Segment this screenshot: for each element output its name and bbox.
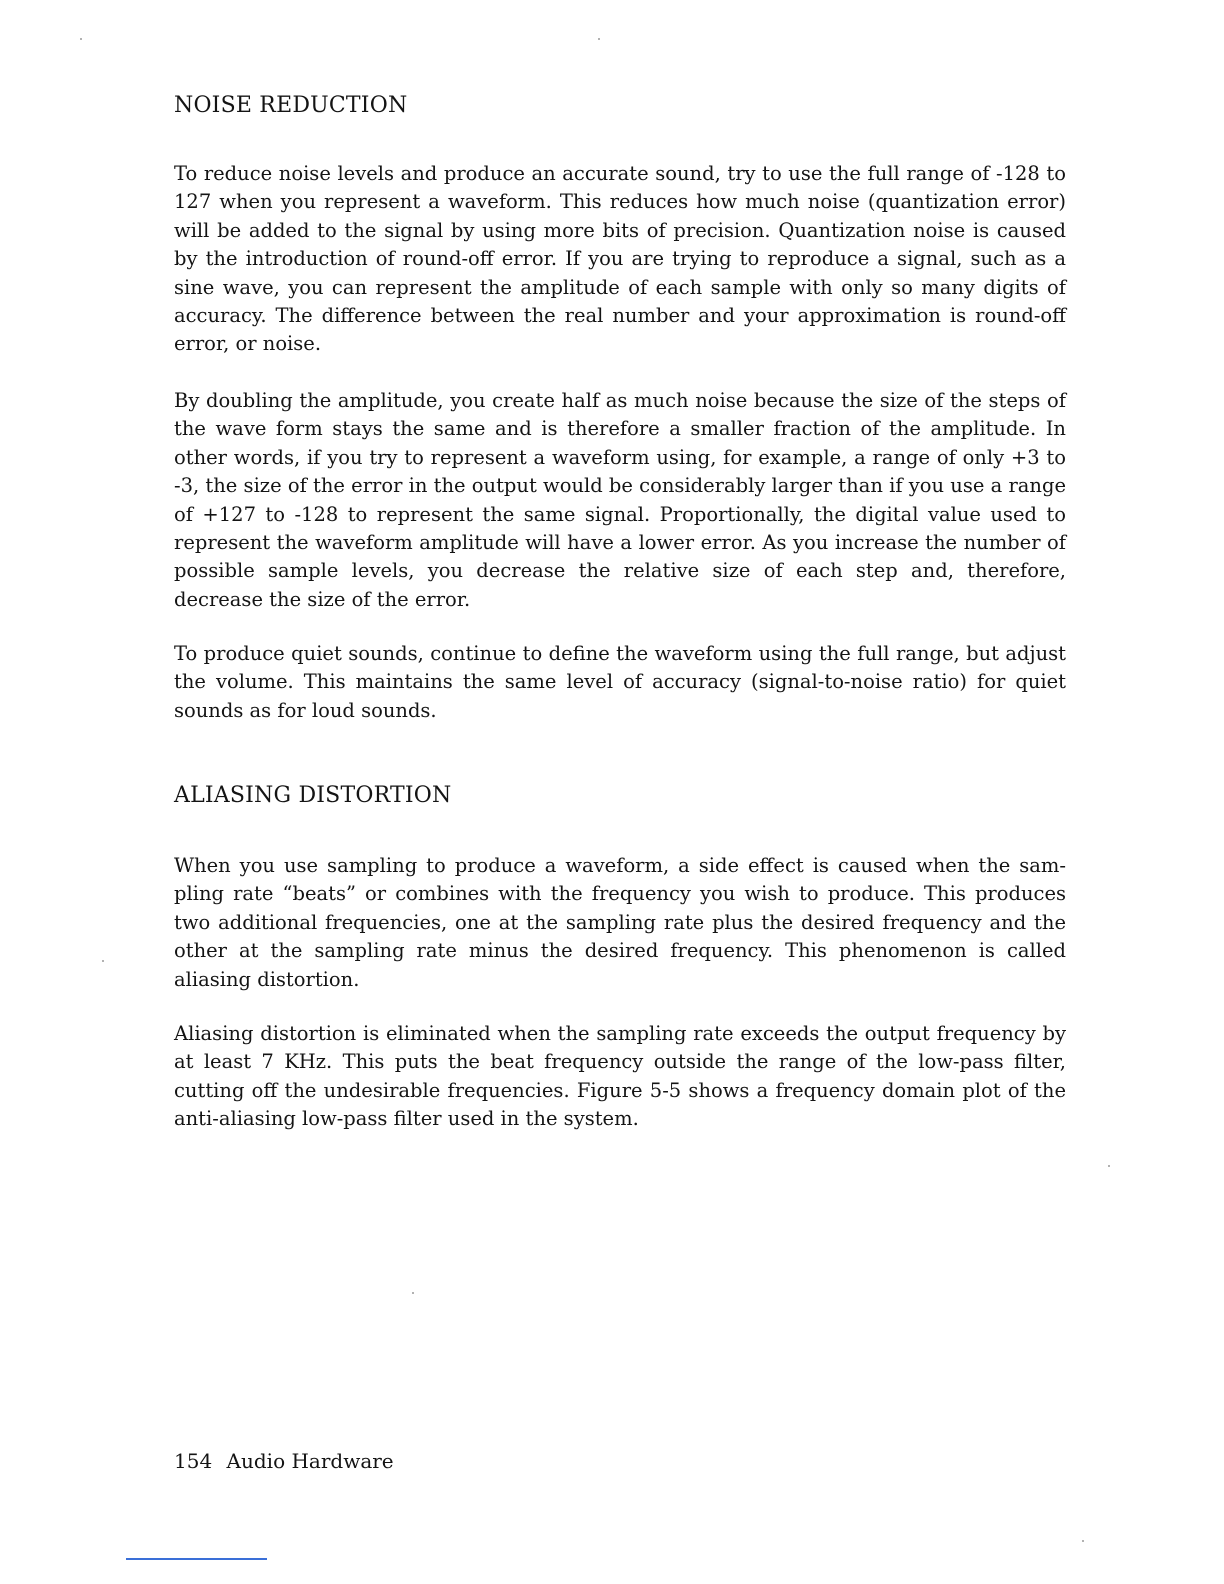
page-footer (174, 1448, 394, 1474)
scan-speck (102, 960, 104, 962)
scan-edge-rule (126, 1558, 267, 1560)
paragraph-quiet-sounds: To produce quiet sounds, continue to define the waveform using the full range, but adjust the volume. This maintains the same level of accuracy (signal-to-noise ratio) for quiet sounds as for loud sounds. (174, 642, 1066, 722)
section-heading-noise-reduction: NOISE REDUCTION (174, 93, 408, 118)
scan-speck (598, 38, 600, 40)
scan-speck (1108, 1165, 1110, 1167)
page-number: 154 (174, 1449, 213, 1473)
scan-speck (1082, 1540, 1084, 1542)
section-heading-aliasing-distortion: ALIASING DISTORTION (174, 783, 452, 808)
chapter-title: Audio Hardware (226, 1449, 394, 1473)
paragraph-anti-aliasing: Aliasing distortion is eliminated when the sampling rate exceeds the output frequency by at least 7 KHz. This puts the beat frequency outside the range of the low-pass filter, cutting off the undesirable frequencies. Figure 5-5 shows a frequency domain plot of the anti-aliasing low-pass filter used in the system. (174, 1022, 1066, 1131)
paragraph-doubling-amplitude: By doubling the amplitude, you create half as much noise because the size of the steps of the wave form stays the same and is therefore a smaller fraction of the amplitude. In other words, if you try to represent a waveform using, for example, a range of only +3 to -3, the size of the error in the output would be considerably larger than if you use a range of +127 to -128 to represent the same signal. Proportionally, the digital value used to represent the waveform amplitude will have a lower error. As you increase the number of possible sample levels, you decrease the relative size of each step and, therefore, decrease the size of the error. (174, 389, 1066, 611)
scan-speck (80, 38, 82, 40)
paragraph-sampling-beats: When you use sampling to produce a waveform, a side effect is caused when the sampling rate “beats” or combines with the frequency you wish to produce. This produces two additional frequencies, one at the sampling rate plus the desired frequency and the other at the sampling rate minus the desired frequency. This phenomenon is called aliasing distortion. (174, 854, 1066, 991)
scan-speck (412, 1292, 414, 1294)
paragraph-quantization: To reduce noise levels and produce an accurate sound, try to use the full range of -128 to 127 when you represent a waveform. This reduces how much noise (quantization error) will be added to the signal by using more bits of precision. Quantization noise is caused by the introduction of round-off error. If you are trying to reproduce a signal, such as a sine wave, you can represent the amplitude of each sample with only so many digits of accuracy. The difference between the real number and your approximation is round-off error, or noise. (174, 162, 1066, 356)
